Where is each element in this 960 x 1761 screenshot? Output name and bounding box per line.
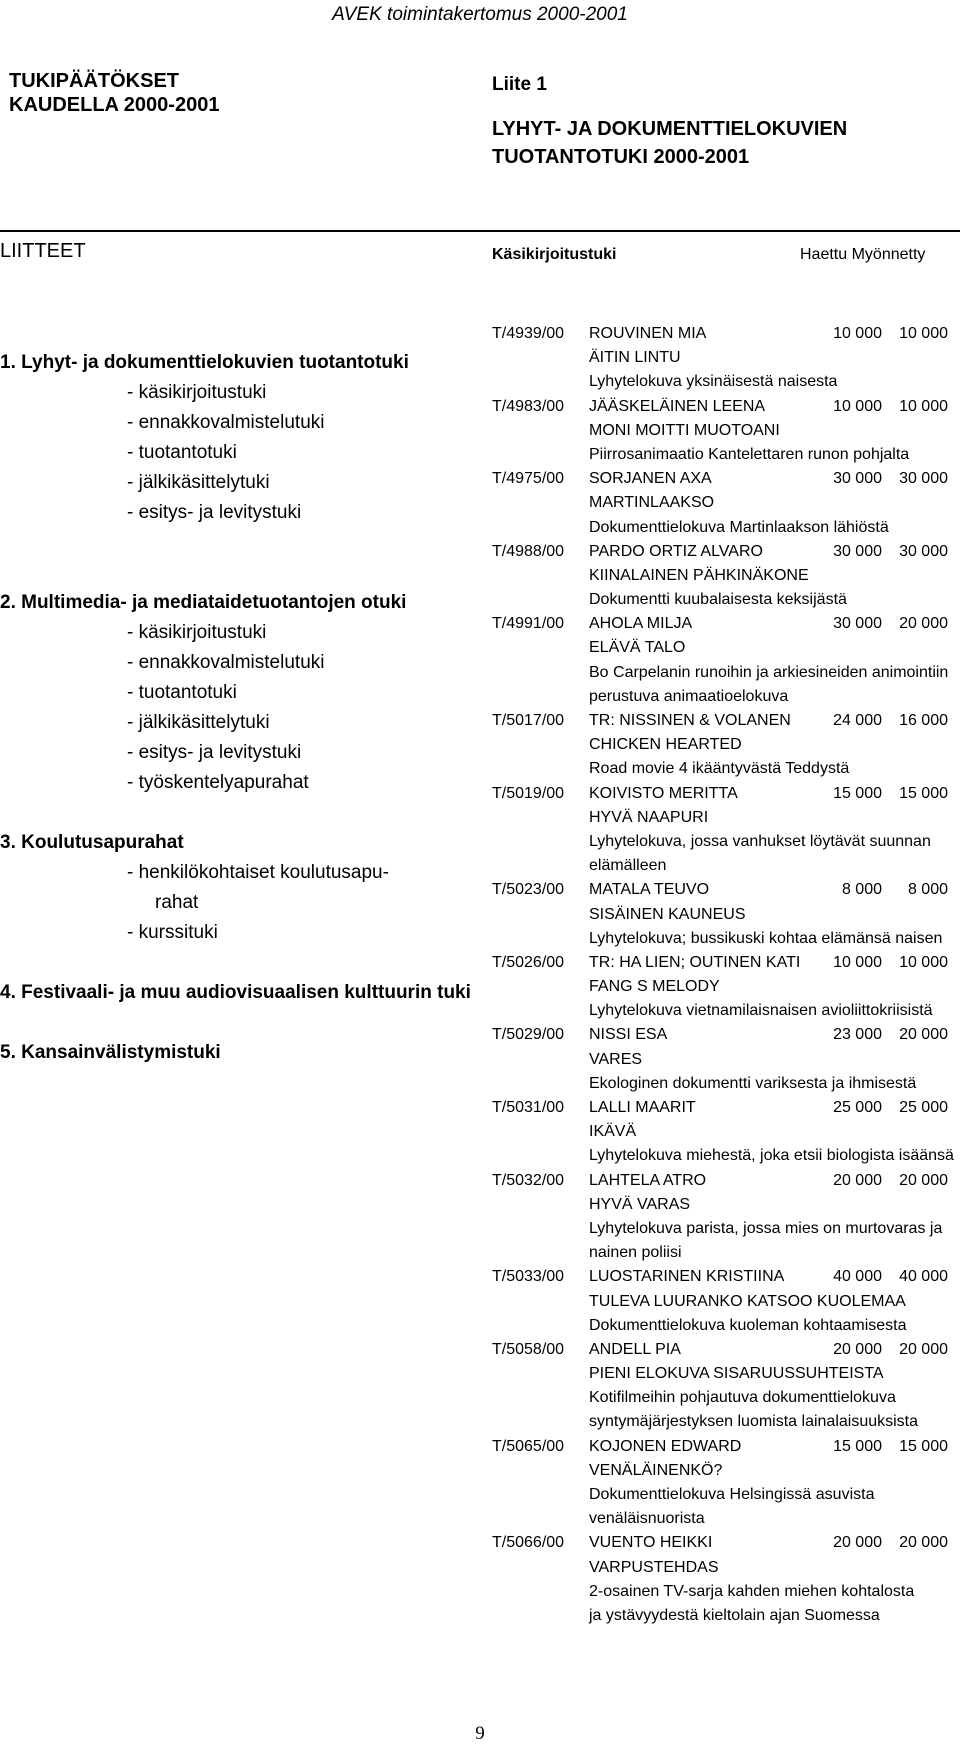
entry-description: Lyhytelokuva vietnamilaisnaisen avioliittokriisistä — [589, 1002, 933, 1020]
entry-amount-applied: 20 000 — [833, 1534, 882, 1552]
entry-title-row — [492, 346, 960, 370]
entry-film-title: MONI MOITTI MUOTOANI — [589, 421, 780, 439]
entry-row — [492, 782, 960, 806]
entry-amount-granted: 40 000 — [899, 1268, 948, 1286]
toc-subsection-item: - esitys- ja levitystuki — [127, 742, 302, 763]
entry-amount-applied: 20 000 — [833, 1171, 882, 1189]
entry-title-row — [492, 733, 960, 757]
entry-code: T/5066/00 — [492, 1534, 565, 1552]
entry-title-row — [492, 1459, 960, 1483]
entry-amount-granted: 20 000 — [899, 1171, 948, 1189]
entry-description: Bo Carpelanin runoihin ja arkiesineiden animointiin — [589, 663, 949, 681]
entry-row — [492, 1096, 960, 1120]
entry-description-row — [492, 1410, 960, 1434]
entry-description-row — [492, 1217, 960, 1241]
entry-description: Road movie 4 ikääntyvästä Teddystä — [589, 760, 850, 778]
toc-subsection-item: - ennakkovalmistelutuki — [127, 412, 325, 433]
entry-title-row — [492, 1290, 960, 1314]
document-header: AVEK toimintakertomus 2000-2001 — [332, 4, 628, 25]
entry-title-row — [492, 1362, 960, 1386]
toc-subsection-item: - ennakkovalmistelutuki — [127, 652, 325, 673]
entry-title-row — [492, 1120, 960, 1144]
entry-code: T/5029/00 — [492, 1026, 565, 1044]
entry-film-title: SISÄINEN KAUNEUS — [589, 905, 746, 923]
entry-amount-granted: 20 000 — [899, 1026, 948, 1044]
appendix-table-of-contents — [0, 348, 470, 1068]
entry-title-row — [492, 1556, 960, 1580]
entry-row — [492, 322, 960, 346]
column-headers: Haettu Myönnetty — [800, 246, 926, 263]
entry-applicant: VUENTO HEIKKI — [589, 1534, 713, 1552]
entry-code: T/4939/00 — [492, 325, 565, 342]
entry-description: Piirrosanimaatio Kantelettaren runon pohjalta — [589, 445, 910, 463]
entry-description: Dokumenttielokuva Helsingissä asuvista — [589, 1486, 875, 1503]
entry-description: Dokumentti kuubalaisesta keksijästä — [589, 591, 847, 609]
entry-code: T/5023/00 — [492, 881, 565, 899]
entry-description-row — [492, 1314, 960, 1338]
header-rule — [0, 230, 960, 232]
entry-description: perustuva animaatioelokuva — [589, 687, 789, 705]
toc-spacer — [0, 1008, 470, 1038]
entry-amount-granted: 10 000 — [899, 397, 948, 415]
entry-amount-granted: 8 000 — [907, 881, 948, 899]
entry-description-row — [492, 685, 960, 709]
entry-film-title: TULEVA LUURANKO KATSOO KUOLEMAA — [589, 1292, 906, 1310]
entry-title-row — [492, 1048, 960, 1072]
entry-applicant: ROUVINEN MIA — [589, 325, 707, 342]
entry-description-row — [492, 1507, 960, 1531]
entry-title-row — [492, 491, 960, 515]
right-title-line-1: LYHYT- JA DOKUMENTTIELOKUVIEN — [492, 118, 848, 140]
entry-film-title: VARPUSTEHDAS — [589, 1558, 719, 1576]
entry-amount-applied: 10 000 — [833, 397, 882, 415]
entry-description: 2-osainen TV-sarja kahden miehen kohtalosta — [589, 1582, 915, 1600]
entry-film-title: IKÄVÄ — [589, 1123, 637, 1141]
entry-amount-granted: 25 000 — [899, 1099, 948, 1116]
entry-amount-applied: 25 000 — [833, 1099, 882, 1116]
entry-description-row — [492, 1386, 960, 1410]
toc-subsection-item: - käsikirjoitustuki — [127, 622, 267, 643]
toc-subsection-item: - jälkikäsittelytuki — [127, 712, 270, 733]
entry-row — [492, 1338, 960, 1362]
entry-description: Lyhytelokuva parista, jossa mies on murtovaras ja — [589, 1219, 943, 1237]
entry-row — [492, 612, 960, 636]
entry-description-row — [492, 370, 960, 394]
entry-title-row — [492, 419, 960, 443]
entry-description-row — [492, 927, 960, 951]
entry-code: T/5033/00 — [492, 1268, 565, 1286]
entry-description: elämälleen — [589, 857, 667, 875]
entry-applicant: PARDO ORTIZ ALVARO — [589, 542, 763, 560]
entry-film-title: FANG S MELODY — [589, 978, 720, 996]
entry-row — [492, 1531, 960, 1555]
entry-amount-applied: 30 000 — [833, 470, 882, 488]
entry-description: Lyhytelokuva; bussikuski kohtaa elämänsä naisen — [589, 929, 943, 947]
entry-description-row — [492, 1580, 960, 1604]
entry-film-title: VARES — [589, 1050, 643, 1068]
entry-film-title: CHICKEN HEARTED — [589, 736, 742, 754]
entry-code: T/5019/00 — [492, 784, 565, 802]
entry-film-title: MARTINLAAKSO — [589, 494, 715, 512]
entry-amount-applied: 40 000 — [833, 1268, 882, 1286]
toc-subsection-item: - henkilökohtaiset koulutusapu- — [127, 862, 389, 883]
entry-amount-granted: 15 000 — [899, 784, 948, 802]
entry-row — [492, 395, 960, 419]
entry-film-title: ÄITIN LINTU — [589, 349, 681, 367]
entry-amount-granted: 16 000 — [899, 712, 948, 729]
entry-description-row — [492, 854, 960, 878]
entry-title-row — [492, 636, 960, 660]
entry-description: Dokumenttielokuva Martinlaakson lähiöstä — [589, 518, 889, 536]
entry-code: T/5031/00 — [492, 1099, 565, 1116]
entry-code: T/4975/00 — [492, 470, 565, 488]
entry-amount-applied: 15 000 — [833, 784, 882, 802]
right-title-line-2: TUOTANTOTUKI 2000-2001 — [492, 146, 750, 168]
toc-spacer — [0, 948, 470, 978]
entry-amount-applied: 24 000 — [833, 712, 882, 729]
entry-applicant: ANDELL PIA — [589, 1340, 681, 1358]
entry-applicant: LAHTELA ATRO — [589, 1171, 707, 1189]
entry-row — [492, 878, 960, 902]
entry-description: Ekologinen dokumentti variksesta ja ihmisestä — [589, 1074, 917, 1092]
entry-code: T/4983/00 — [492, 397, 565, 415]
entry-applicant: LALLI MAARIT — [589, 1099, 696, 1116]
entry-description-row — [492, 1604, 960, 1628]
entry-amount-applied: 20 000 — [833, 1340, 882, 1358]
entry-applicant: AHOLA MILJA — [589, 615, 693, 633]
entry-title-row — [492, 903, 960, 927]
entry-applicant: LUOSTARINEN KRISTIINA — [589, 1268, 785, 1286]
entry-row — [492, 1023, 960, 1047]
toc-subsection-item: rahat — [155, 892, 199, 913]
entry-title-row — [492, 806, 960, 830]
entry-description: venäläisnuorista — [589, 1510, 705, 1528]
entry-row — [492, 467, 960, 491]
entry-code: T/4991/00 — [492, 615, 565, 633]
entry-amount-applied: 8 000 — [841, 881, 882, 899]
entry-description: Lyhytelokuva yksinäisestä naisesta — [589, 373, 838, 391]
entry-applicant: TR: HA LIEN; OUTINEN KATI — [589, 953, 801, 971]
left-title-line-2: KAUDELLA 2000-2001 — [9, 94, 220, 116]
toc-section-heading: 3. Koulutusapurahat — [0, 832, 184, 853]
left-title-line-1: TUKIPÄÄTÖKSET — [9, 70, 179, 92]
entry-amount-granted: 30 000 — [899, 470, 948, 488]
entry-amount-applied: 30 000 — [833, 542, 882, 560]
entry-description: Kotifilmeihin pohjautuva dokumenttielokuva — [589, 1389, 896, 1407]
entry-description-row — [492, 830, 960, 854]
entry-description: Dokumenttielokuva kuoleman kohtaamisesta — [589, 1316, 907, 1334]
entry-title-row — [492, 975, 960, 999]
entry-description-row — [492, 999, 960, 1023]
entry-code: T/5026/00 — [492, 953, 565, 971]
liitteet-heading: LIITTEET — [0, 240, 86, 262]
entry-amount-granted: 10 000 — [899, 953, 948, 971]
toc-subsection-item: - jälkikäsittelytuki — [127, 472, 270, 493]
entry-amount-granted: 20 000 — [899, 1534, 948, 1552]
toc-spacer — [0, 798, 470, 828]
entry-amount-granted: 20 000 — [899, 1340, 948, 1358]
entry-title-row — [492, 1193, 960, 1217]
entry-applicant: MATALA TEUVO — [589, 881, 710, 899]
entry-row — [492, 1265, 960, 1289]
toc-spacer — [0, 558, 470, 588]
entry-code: T/5058/00 — [492, 1340, 565, 1358]
entry-applicant: KOIVISTO MERITTA — [589, 784, 738, 802]
section-heading: Käsikirjoitustuki — [492, 246, 617, 263]
entry-description-row — [492, 443, 960, 467]
toc-subsection-item: - kurssituki — [127, 922, 218, 943]
entry-amount-applied: 10 000 — [833, 325, 882, 342]
entry-description: nainen poliisi — [589, 1244, 682, 1262]
grant-entries-list — [492, 322, 960, 1628]
toc-spacer — [0, 528, 470, 558]
entry-applicant: KOJONEN EDWARD — [589, 1437, 742, 1455]
entry-amount-applied: 23 000 — [833, 1026, 882, 1044]
entry-amount-granted: 10 000 — [899, 325, 948, 342]
entry-row — [492, 951, 960, 975]
entry-description-row — [492, 661, 960, 685]
toc-subsection-item: - tuotantotuki — [127, 682, 237, 703]
entry-description: Lyhytelokuva miehestä, joka etsii biologista isäänsä — [589, 1147, 954, 1165]
entry-description-row — [492, 516, 960, 540]
entry-description-row — [492, 1241, 960, 1265]
toc-section-heading: 1. Lyhyt- ja dokumenttielokuvien tuotantotuki — [0, 352, 409, 373]
entry-amount-granted: 15 000 — [899, 1437, 948, 1455]
entry-row — [492, 709, 960, 733]
entry-applicant: SORJANEN AXA — [589, 470, 712, 488]
entry-film-title: VENÄLÄINENKÖ? — [589, 1461, 723, 1479]
entry-description-row — [492, 1072, 960, 1096]
entry-film-title: HYVÄ VARAS — [589, 1195, 691, 1213]
entry-code: T/4988/00 — [492, 542, 565, 560]
entry-row — [492, 1169, 960, 1193]
entry-code: T/5017/00 — [492, 712, 565, 729]
entry-amount-applied: 15 000 — [833, 1437, 882, 1455]
entry-row — [492, 540, 960, 564]
toc-subsection-item: - tuotantotuki — [127, 442, 237, 463]
toc-subsection-item: - työskentelyapurahat — [127, 772, 309, 793]
entry-description-row — [492, 757, 960, 781]
entry-amount-applied: 30 000 — [833, 615, 882, 633]
entry-description: syntymäjärjestyksen luomista lainalaisuuksista — [589, 1413, 919, 1431]
entry-film-title: PIENI ELOKUVA SISARUUSSUHTEISTA — [589, 1365, 884, 1383]
entry-title-row — [492, 564, 960, 588]
entry-amount-applied: 10 000 — [833, 953, 882, 971]
entry-description-row — [492, 1144, 960, 1168]
entry-amount-granted: 30 000 — [899, 542, 948, 560]
entry-description-row — [492, 588, 960, 612]
toc-subsection-item: - esitys- ja levitystuki — [127, 502, 302, 523]
toc-section-heading: 4. Festivaali- ja muu audiovisuaalisen kulttuurin tuki — [0, 982, 471, 1003]
page-number: 9 — [475, 1723, 485, 1744]
entry-applicant: NISSI ESA — [589, 1026, 668, 1044]
entry-film-title: HYVÄ NAAPURI — [589, 808, 709, 826]
entry-row — [492, 1435, 960, 1459]
entry-amount-granted: 20 000 — [899, 615, 948, 633]
entry-code: T/5065/00 — [492, 1437, 565, 1455]
toc-subsection-item: - käsikirjoitustuki — [127, 382, 267, 403]
toc-section-heading: 5. Kansainvälistymistuki — [0, 1042, 221, 1063]
toc-section-heading: 2. Multimedia- ja mediataidetuotantojen otuki — [0, 592, 407, 613]
entry-applicant: JÄÄSKELÄINEN LEENA — [589, 397, 766, 415]
entry-description-row — [492, 1483, 960, 1507]
entry-code: T/5032/00 — [492, 1171, 565, 1189]
entry-applicant: TR: NISSINEN & VOLANEN — [589, 712, 791, 729]
entry-film-title: KIINALAINEN PÄHKINÄKONE — [589, 566, 809, 584]
appendix-label: Liite 1 — [492, 74, 547, 95]
entry-description: ja ystävyydestä kieltolain ajan Suomessa — [589, 1606, 880, 1624]
entry-film-title: ELÄVÄ TALO — [589, 639, 686, 657]
entry-description: Lyhytelokuva, jossa vanhukset löytävät suunnan — [589, 832, 931, 850]
